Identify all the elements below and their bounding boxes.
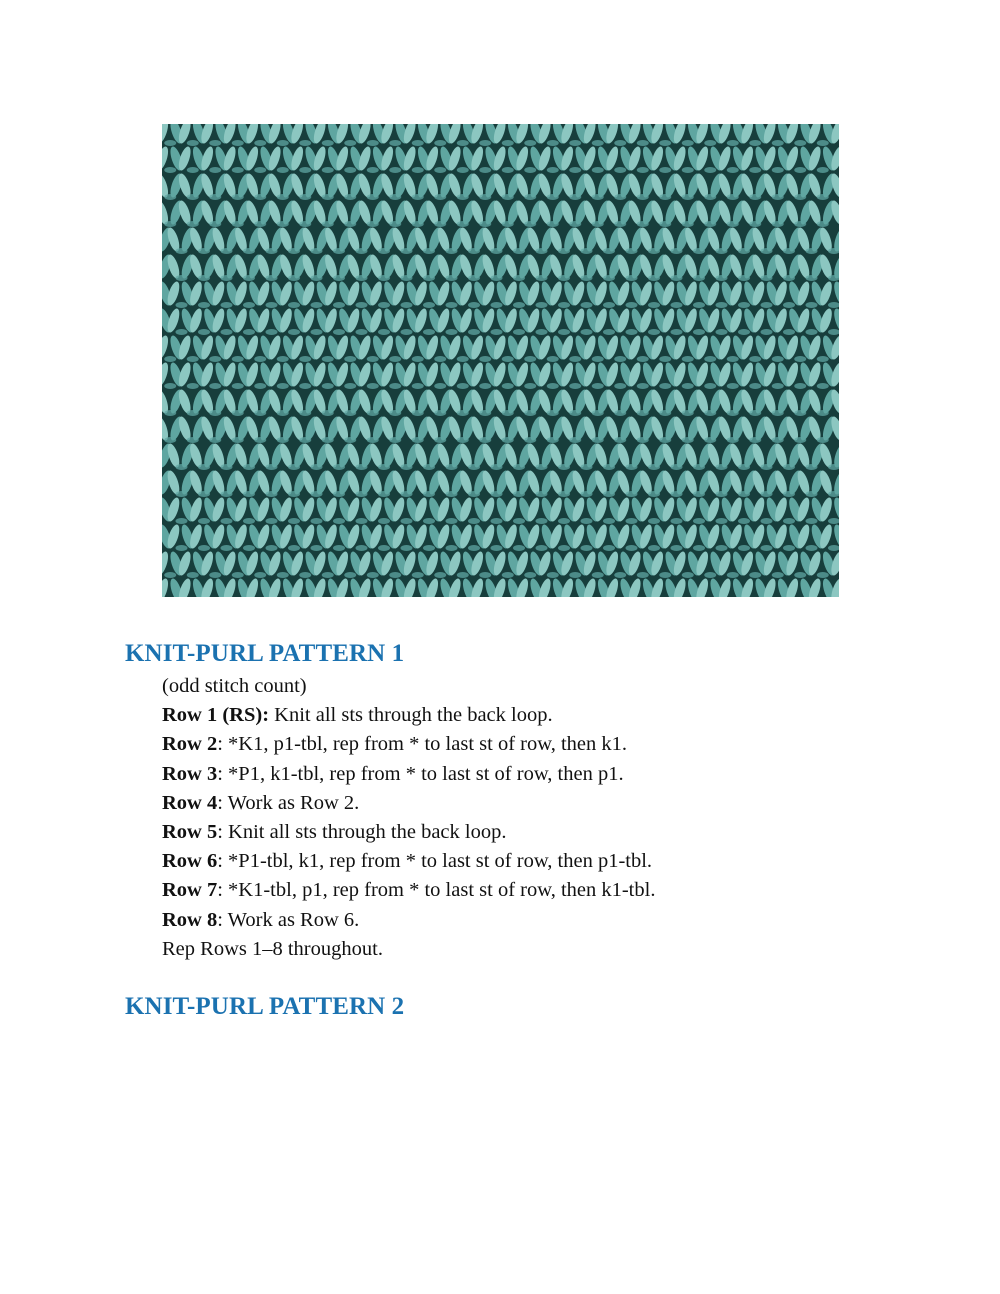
row-1-label: Row 1 (RS): (162, 704, 270, 727)
pattern-1-title: KNIT-PURL PATTERN 1 (125, 640, 405, 667)
row-7-instruction (162, 876, 655, 905)
row-4-label: Row 4 (162, 791, 218, 814)
row-6-label: Row 6 (162, 850, 218, 873)
knit-swatch-photo (162, 124, 839, 597)
row-2-text: : *K1, p1-tbl, rep from * to last st of row, then k1. (217, 733, 627, 756)
row-2-instruction (162, 730, 655, 759)
stitch-count-note: (odd stitch count) (162, 675, 307, 697)
row-1-text: Knit all sts through the back loop. (269, 704, 553, 727)
row-3-text: : *P1, k1-tbl, rep from * to last st of row, then p1. (217, 762, 624, 785)
row-8-text: : Work as Row 6. (217, 908, 360, 931)
row-8-label: Row 8 (162, 908, 218, 931)
row-6-instruction (162, 847, 655, 876)
knit-swatch-texture (162, 124, 839, 597)
row-5-instruction (162, 818, 655, 847)
row-4-instruction (162, 789, 655, 818)
pattern-2-title: KNIT-PURL PATTERN 2 (125, 993, 405, 1020)
row-1-instruction (162, 701, 655, 730)
row-3-instruction (162, 760, 655, 789)
row-8-instruction (162, 906, 655, 935)
row-4-text: : Work as Row 2. (217, 791, 360, 814)
row-2-label: Row 2 (162, 733, 218, 756)
row-3-label: Row 3 (162, 762, 218, 785)
pattern-1-instructions (162, 672, 655, 964)
repeat-instruction: Rep Rows 1–8 throughout. (162, 937, 383, 960)
row-5-text: : Knit all sts through the back loop. (217, 820, 507, 843)
row-7-label: Row 7 (162, 879, 218, 902)
row-6-text: : *P1-tbl, k1, rep from * to last st of row, then p1-tbl. (217, 850, 653, 873)
row-7-text: : *K1-tbl, p1, rep from * to last st of row, then k1-tbl. (217, 879, 656, 902)
row-5-label: Row 5 (162, 820, 218, 843)
